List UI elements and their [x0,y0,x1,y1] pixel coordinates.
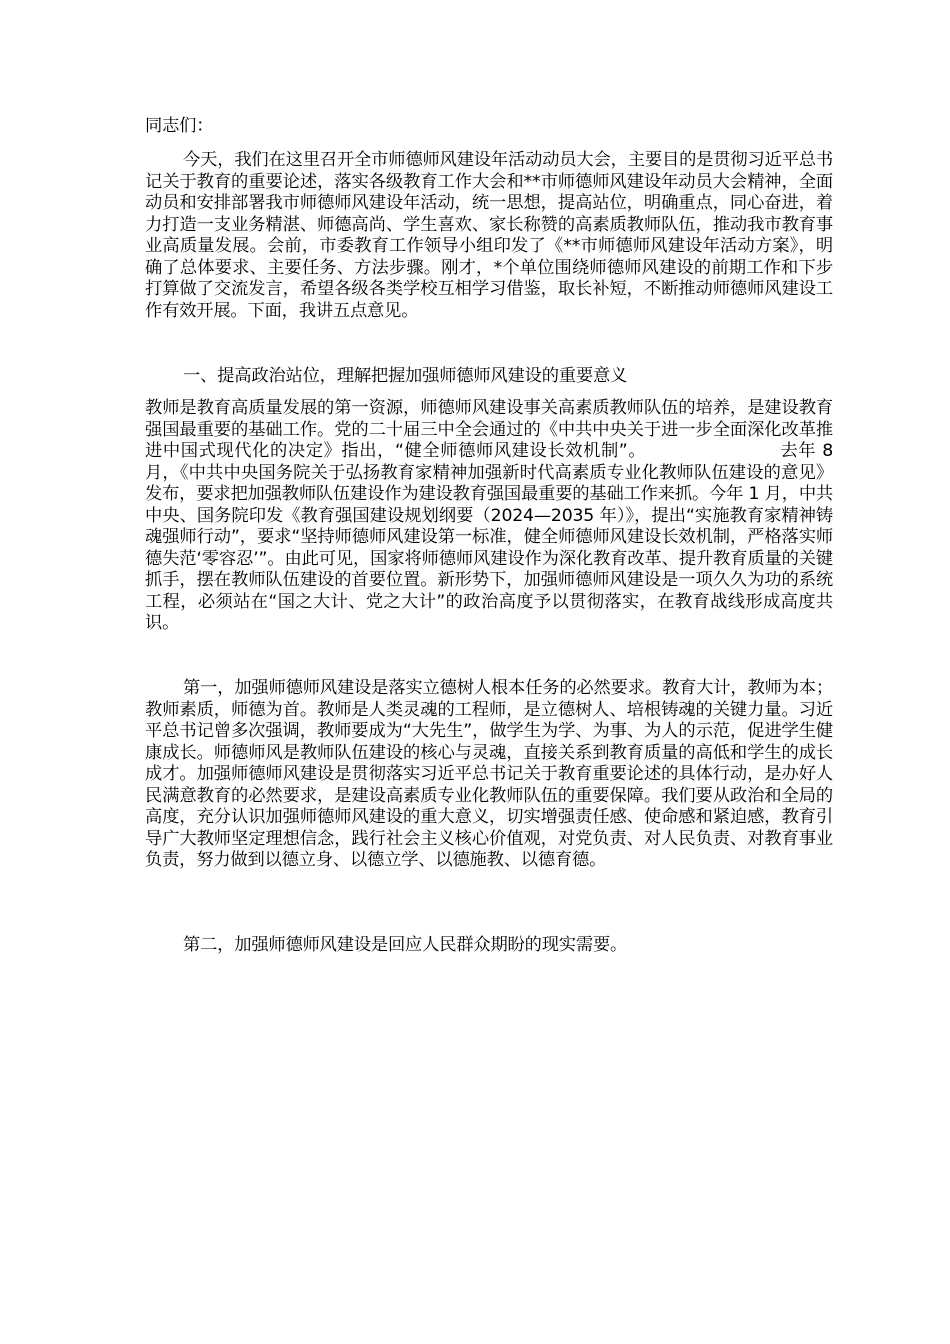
section-heading-one: 一、提高政治站位，理解把握加强师德师风建设的重要意义 [183,366,628,386]
section-one-body: 教师是教育高质量发展的第一资源，师德师风建设事关高素质教师队伍的培养，是建设教育强国最重要的基础工作。党的二十届三中全会通过的《中共中央关于进一步全面深化改革推进中国式现代化的决定》指出，“健全师德师风建设长效机制”。 去年 8 月，《中共中央国务院关于弘扬教育家精神加强新时代高素质专业化教师队伍建设的意见》发布，要求把加强教师队伍建设作为建设教育强国最重要的基础工作来抓。今年 1 月，中共中央、国务院印发《教育强国建设规划纲要（2024—2035 年）》，提出“实施教育家精神铸魂强师行动”，要求“坚持师德师风建设第一标准，健全师德师风建设长效机制，严格落实师德失范‘零容忍’”。由此可见，国家将师德师风建设作为深化教育改革、提升教育质量的关键抓手，摆在教师队伍建设的首要位置。新形势下，加强师德师风建设是一项久久为功的系统工程，必须站在“国之大计、党之大计”的政治高度予以贯彻落实，在教育战线形成高度共识。 [145,398,833,633]
second-point-paragraph: 第二，加强师德师风建设是回应人民群众期盼的现实需要。 [183,935,628,955]
salutation: 同志们： [145,116,214,136]
intro-paragraph: 今天，我们在这里召开全市师德师风建设年活动动员大会，主要目的是贯彻习近平总书记关于教育的重要论述，落实各级教育工作大会和**市师德师风建设年动员大会精神，全面动员和安排部署我市师德师风建设年活动，统一思想，提高站位，明确重点，同心奋进，着力打造一支业务精湛、师德高尚、学生喜欢、家长称赞的高素质教师队伍，推动我市教育事业高质量发展。会前，市委教育工作领导小组印发了《**市师德师风建设年活动方案》，明确了总体要求、主要任务、方法步骤。刚才，*个单位围绕师德师风建设的前期工作和下步打算做了交流发言，希望各级各类学校互相学习借鉴，取长补短，不断推动师德师风建设工作有效开展。下面，我讲五点意见。 [145,150,833,321]
first-point-paragraph: 第一，加强师德师风建设是落实立德树人根本任务的必然要求。教育大计，教师为本；教师素质，师德为首。教师是人类灵魂的工程师，是立德树人、培根铸魂的关键力量。习近平总书记曾多次强调，教师要成为“大先生”，做学生为学、为事、为人的示范，促进学生健康成长。师德师风是教师队伍建设的核心与灵魂，直接关系到教育质量的高低和学生的成长成才。加强师德师风建设是贯彻落实习近平总书记关于教育重要论述的具体行动，是办好人民满意教育的必然要求，是建设高素质专业化教师队伍的重要保障。我们要从政治和全局的高度，充分认识加强师德师风建设的重大意义，切实增强责任感、使命感和紧迫感，教育引导广大教师坚定理想信念，践行社会主义核心价值观，对党负责、对人民负责、对教育事业负责，努力做到以德立身、以德立学、以德施教、以德育德。 [145,678,833,870]
